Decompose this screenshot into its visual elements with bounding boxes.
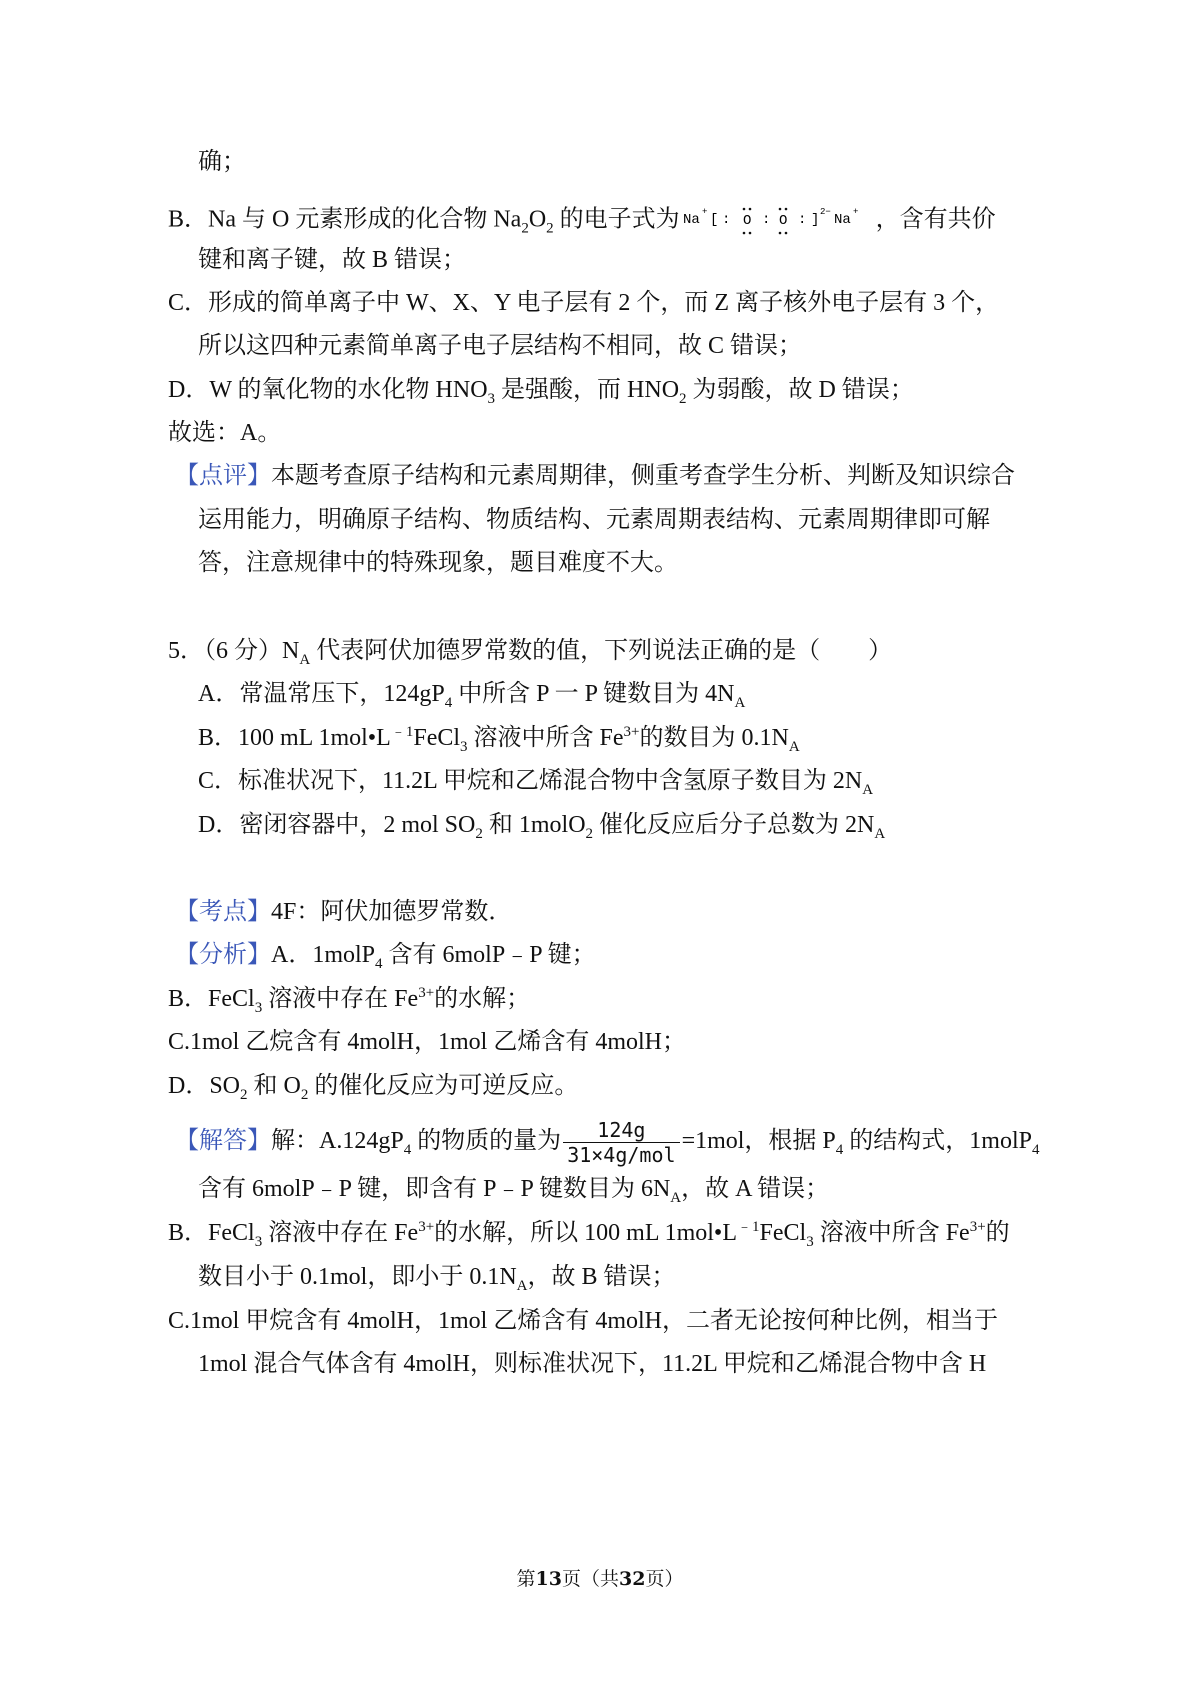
text-line: B．FeCl$_3$ 溶液中存在 $Fe^{3+}$的水解； (168, 985, 531, 1016)
fraction-denominator: 31×4g/mol (567, 1143, 676, 1167)
text-line: B．FeCl$_3$ 溶液中存在 $Fe^{3+}$的水解，所以 100 mL $1mol•L^{﹣1}FeCl_3$ 溶液中所含 $Fe^{3+}$的 (168, 1219, 1010, 1250)
answer-line: 故选：A。 (168, 420, 282, 446)
current-page-number: 13 (535, 1568, 562, 1590)
ed-o1: O (742, 213, 752, 229)
text-line: 数目小于 0.1mol，即小于 $0.1N_A$，故 B 错误； (198, 1264, 676, 1294)
ed-colon: : (761, 212, 771, 228)
text-line: 含有 6molP﹣P 键，即含有 P﹣P 键数目为 $6N_A$，故 A 错误； (198, 1176, 830, 1206)
text-line: D．$SO_2$ 和 $O_2$ 的催化反应为可逆反应。 (168, 1073, 579, 1103)
text-line: 答，注意规律中的特殊现象，题目难度不大。 (198, 550, 678, 576)
ed-plus1: + (701, 207, 708, 217)
ed-na1: Na (682, 212, 700, 228)
total-page-count: 32 (619, 1568, 646, 1590)
jieda-tag: 【解答】 (175, 1128, 271, 1155)
text-line: 确； (198, 149, 246, 175)
ed-plus2: + (852, 207, 859, 217)
option-c-line: C．形成的简单离子中 W、X、Y 电子层有 2 个，而 Z 离子核外电子层有 3 个， (168, 290, 1000, 316)
ed-na2: Na (833, 212, 851, 228)
question-option-b: B．100 mL $1mol•L^{﹣1}FeCl_3$ 溶液中所含 $Fe^{3+}$的数目为 $0.1N_A$ (198, 724, 800, 755)
fraction-numerator: 124g (563, 1118, 679, 1143)
kaodian-tag: 【考点】 (175, 899, 271, 925)
fenxi-line: 【分析】A．1molP$_4$ 含有 6molP﹣P 键； (175, 942, 596, 972)
question-option-c: C．标准状况下，11.2L 甲烷和乙烯混合物中含氢原子数目为 $2N_A$ (198, 768, 874, 798)
ed-colon: : (797, 212, 807, 228)
option-d-line: D．W 的氧化物的水化物 $HNO_3$ 是强酸，而 $HNO_2$ 为弱酸，故 D 错误； (168, 377, 914, 407)
ed-colon: : (721, 212, 731, 228)
option-b-line: B．Na 与 O 元素形成的化合物 $Na_2O_2$ 的电子式为 Na + [ : O : O : ] 2− Na + ，含有共价 (168, 203, 996, 239)
review-tag: 【点评】 (175, 463, 271, 489)
jieda-line: 【解答】解：$A.124gP_4$ 的物质的量为 $\frac{124g}{\text{31×4g/mol}}$ =1mol，根据 $P_4$ 的结构式，1molP$_4$ (175, 1118, 1040, 1167)
text-line: 键和离子键，故 B 错误； (198, 247, 467, 273)
electron-dot-formula (683, 203, 873, 239)
kaodian-line: 【考点】4F：阿伏加德罗常数． (175, 899, 513, 925)
text-line: C.1mol 乙烷含有 4molH，1mol 乙烯含有 4molH； (168, 1029, 687, 1055)
ed-rbracket: ] (810, 212, 820, 228)
page-footer: 第13页（共32页） (516, 1568, 684, 1590)
text-line: 所以这四种元素简单离子电子层结构不相同，故 C 错误； (198, 333, 803, 359)
review-line: 【点评】本题考查原子结构和元素周期律，侧重考查学生分析、判断及知识综合 (175, 463, 1015, 489)
text-line: 运用能力，明确原子结构、物质结构、元素周期表结构、元素周期律即可解 (198, 507, 990, 533)
ed-o2: O (778, 213, 788, 229)
question-option-d: D．密闭容器中，2 mol $SO_2$ 和 1molO$_2$ 催化反应后分子总数为 $2N_A$ (198, 812, 886, 842)
fraction (563, 1118, 679, 1167)
ed-lbracket: [ (709, 212, 719, 228)
text-line: 1mol 混合气体含有 4molH，则标准状况下，11.2L 甲烷和乙烯混合物中含 H (198, 1351, 987, 1377)
question-stem: 5．（6 分）$N_A$ 代表阿伏加德罗常数的值，下列说法正确的是（ ） (168, 638, 893, 668)
fenxi-tag: 【分析】 (175, 942, 271, 968)
text-line: C.1mol 甲烷含有 4molH，1mol 乙烯含有 4molH，二者无论按何种比例，相当于 (168, 1308, 999, 1334)
question-option-a: A．常温常压下，$124gP_4$ 中所含 P 一 P 键数目为 $4N_A$ (198, 681, 746, 711)
ed-charge: 2− (819, 207, 831, 217)
